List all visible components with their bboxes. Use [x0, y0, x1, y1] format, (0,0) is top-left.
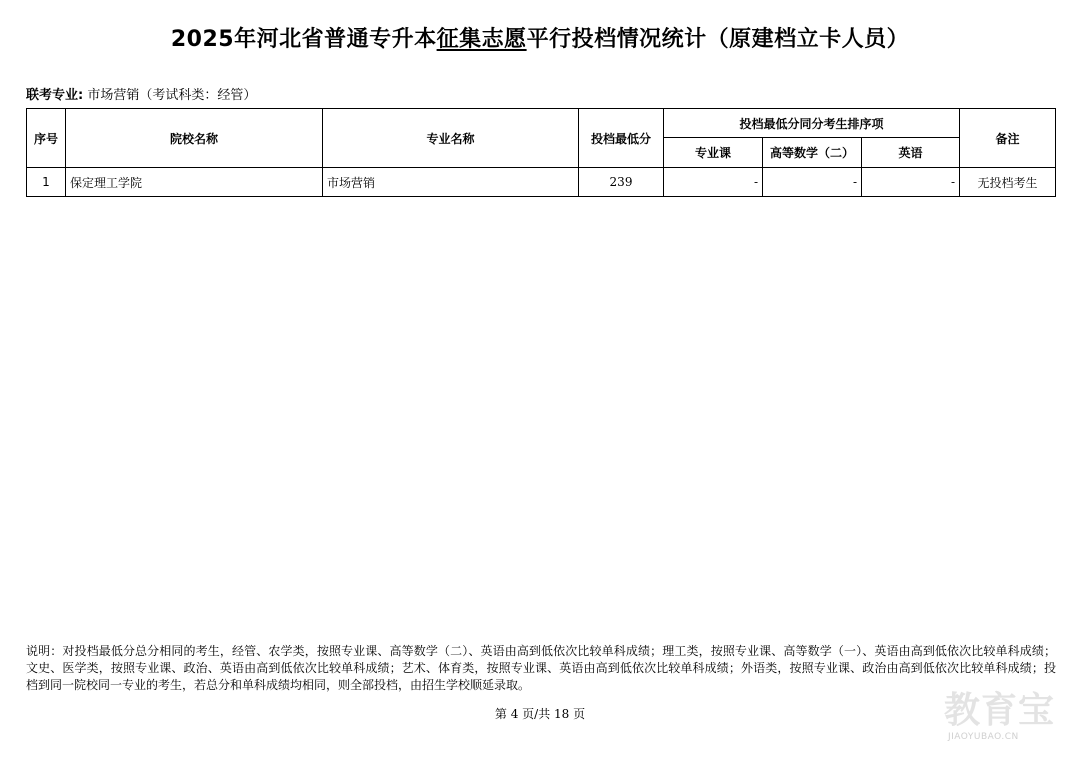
watermark-logo [944, 690, 1064, 750]
header-tie-group: 投档最低分同分考生排序项 [664, 109, 960, 138]
cell-sub-english: - [862, 168, 960, 197]
admission-table [26, 108, 1056, 197]
header-major: 专业名称 [323, 109, 579, 168]
footnote: 说明：对投档最低分总分相同的考生，经管、农学类，按照专业课、高等数学（二）、英语由高到低依次比较单科成绩；理工类，按照专业课、高等数学（一）、英语由高到低依次比较单科成绩；文史、医学类，按照专业课、政治、英语由高到低依次比较单科成绩；艺术、体育类，按照专业课、英语由高到低依次比较单科成绩；外语类，按照专业课、政治由高到低依次比较单科成绩；投档到同一院校同一专业的考生，若总分和单科成绩均相同，则全部投档，由招生学校顺延录取。 [26, 644, 1056, 692]
cell-sub-professional: - [664, 168, 763, 197]
header-sub-math: 高等数学（二） [763, 138, 862, 168]
header-sub-english: 英语 [862, 138, 960, 168]
cell-major: 市场营销 [323, 168, 579, 197]
cell-school: 保定理工学院 [66, 168, 323, 197]
header-sub-professional: 专业课 [664, 138, 763, 168]
watermark-domain: JIAOYUBAO.CN [948, 732, 1019, 742]
major-label: 联考专业: [26, 88, 84, 103]
major-value: 市场营销（考试科类：经管） [87, 88, 257, 103]
major-line [26, 84, 256, 103]
header-school: 院校名称 [66, 109, 323, 168]
page-number: 第 4 页/共 18 页 [494, 707, 586, 721]
header-min-score: 投档最低分 [579, 109, 664, 168]
header-remark: 备注 [960, 109, 1056, 168]
title-underlined: 征集志愿 [436, 27, 527, 52]
cell-remark: 无投档考生 [960, 168, 1056, 197]
cell-sub-math: - [763, 168, 862, 197]
header-seq: 序号 [27, 109, 66, 168]
watermark-text: 教育宝 [944, 690, 1056, 731]
title-part-2: 平行投档情况统计（原建档立卡人员） [526, 27, 910, 52]
cell-seq: 1 [27, 168, 66, 197]
title-part-1: 2025年河北省普通专升本 [170, 27, 437, 52]
page-title [0, 22, 1080, 53]
cell-min-score: 239 [579, 168, 664, 197]
table-row [27, 168, 1056, 197]
